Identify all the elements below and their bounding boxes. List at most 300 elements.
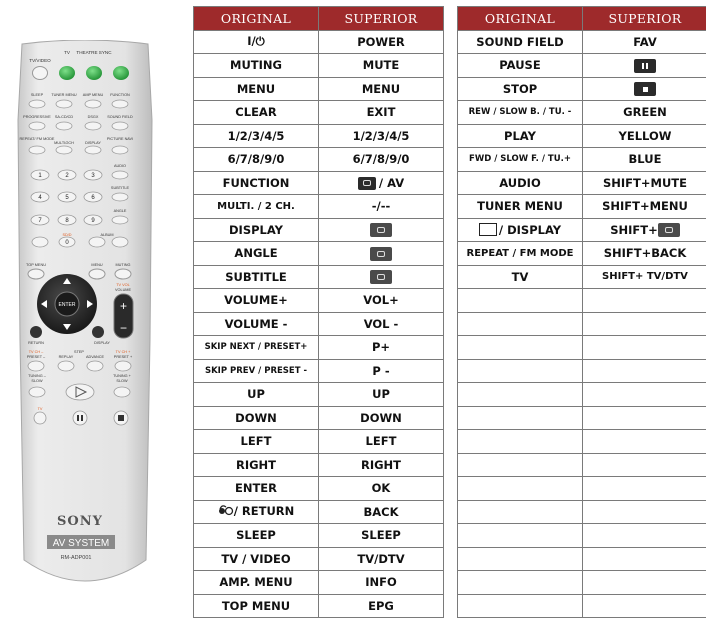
cell-original: [194, 406, 319, 430]
table-row: [458, 101, 706, 125]
table-header-row: [194, 7, 444, 31]
label-tv-ch-minus: TV CH –: [29, 350, 44, 354]
cell-superior: [319, 30, 444, 54]
cell-superior: [583, 171, 706, 195]
table-row: [458, 547, 706, 571]
cell-original: [194, 312, 319, 336]
next-button[interactable]: [115, 361, 131, 371]
cell-superior: [319, 289, 444, 313]
cell-original: [458, 289, 583, 313]
cell-text: ANGLE: [234, 246, 277, 260]
cell-superior: [319, 547, 444, 571]
screen-button-icon: [370, 270, 392, 284]
cell-superior: [583, 336, 706, 360]
label-tv-video: TV/VIDEO: [29, 58, 51, 63]
sleep-button[interactable]: [29, 100, 45, 108]
cell-superior: [583, 594, 706, 618]
cell-superior: [583, 124, 706, 148]
cell-original: [458, 171, 583, 195]
cell-original: [194, 359, 319, 383]
cell-text: AMP. MENU: [219, 575, 292, 589]
cell-text: AUDIO: [499, 176, 541, 190]
amp-menu-button[interactable]: [85, 100, 101, 108]
table-row: [194, 195, 444, 219]
cell-original: [458, 477, 583, 501]
cell-original: [194, 101, 319, 125]
table-row: [458, 289, 706, 313]
picture-navi-button[interactable]: [112, 146, 128, 154]
table-row: [458, 359, 706, 383]
cell-text: 1/2/3/4/5: [228, 129, 285, 143]
cell-text: SUBTITLE: [225, 270, 287, 284]
label-sleep: SLEEP: [31, 93, 44, 97]
cell-text: UP: [372, 387, 390, 401]
multi-button[interactable]: [56, 146, 72, 154]
table-row: [458, 524, 706, 548]
rew-button[interactable]: [29, 387, 45, 397]
cell-original: [194, 594, 319, 618]
table-row: [194, 265, 444, 289]
cell-superior: [583, 148, 706, 172]
cell-superior: [583, 54, 706, 78]
cell-original: [458, 265, 583, 289]
tuner-menu-button[interactable]: [56, 100, 72, 108]
cell-text: MENU: [362, 82, 400, 96]
volume-minus-label: −: [120, 321, 127, 335]
cell-superior: [319, 594, 444, 618]
left-mapping-table: [193, 6, 444, 618]
cell-text: LEFT: [366, 434, 397, 448]
return-button[interactable]: [30, 326, 42, 338]
system-label: AV SYSTEM: [53, 538, 110, 549]
cell-text: MUTE: [363, 58, 399, 72]
cell-original: [458, 312, 583, 336]
num-4-label: 4: [38, 195, 42, 201]
tv-video-button[interactable]: [33, 67, 48, 80]
cell-text: SHIFT+MUTE: [603, 176, 687, 190]
cell-text: GREEN: [623, 105, 667, 119]
table-row: [194, 383, 444, 407]
table-row: [194, 547, 444, 571]
stop-icon: [634, 82, 656, 96]
pause-icon: [77, 415, 79, 421]
cell-superior: [319, 265, 444, 289]
cell-text: EXIT: [367, 105, 396, 119]
cell-original: [194, 500, 319, 524]
tv-power-button[interactable]: [59, 66, 75, 80]
cell-original: [458, 218, 583, 242]
clear-button[interactable]: [32, 237, 48, 247]
cell-text: TV: [512, 270, 529, 284]
cell-original: [194, 124, 319, 148]
table-row: [458, 594, 706, 618]
cell-text: DISPLAY: [229, 223, 283, 237]
cell-superior: [583, 477, 706, 501]
cell-original: [194, 265, 319, 289]
subtitle-button[interactable]: [112, 193, 128, 201]
cell-text: SKIP PREV / PRESET -: [205, 366, 307, 376]
table-row: [458, 383, 706, 407]
cell-text: INFO: [365, 575, 397, 589]
cell-text: SHIFT+MENU: [602, 199, 688, 213]
table-row: [458, 453, 706, 477]
cell-text: REW / SLOW B. / TU. -: [469, 107, 572, 117]
cell-original: [194, 171, 319, 195]
cell-superior: [583, 77, 706, 101]
cell-original: [458, 594, 583, 618]
num-8-label: 8: [65, 218, 69, 224]
table-row: [194, 148, 444, 172]
label-audio: AUDIO: [114, 164, 126, 168]
label-progressive: PROGRESSIVE: [23, 115, 51, 119]
cell-text: 6/7/8/9/0: [228, 152, 285, 166]
play-button[interactable]: [66, 384, 94, 400]
menu-button[interactable]: [89, 269, 105, 279]
label-theatre-sync: THEATRE SYNC: [76, 50, 112, 55]
pause-button[interactable]: [73, 411, 87, 425]
cell-text: / AV: [379, 176, 404, 190]
cell-superior: [319, 453, 444, 477]
table-row: [458, 148, 706, 172]
cell-text: BLUE: [629, 152, 662, 166]
cell-original: [194, 453, 319, 477]
label-tv-bottom: TV: [38, 407, 43, 411]
cell-superior: [583, 547, 706, 571]
cell-superior: [583, 430, 706, 454]
cell-original: [194, 524, 319, 548]
sacd-button[interactable]: [56, 122, 72, 130]
cell-superior: [319, 336, 444, 360]
cell-text: / DISPLAY: [499, 223, 561, 237]
cell-superior: [319, 383, 444, 407]
label-tuner-menu: TUNER MENU: [51, 93, 77, 97]
table-row: [458, 171, 706, 195]
label-dsgx: DSGX: [88, 115, 99, 119]
cell-original: [194, 77, 319, 101]
screen-button-icon: [370, 247, 392, 261]
cell-superior: [319, 312, 444, 336]
cell-superior: [583, 218, 706, 242]
cell-text: PLAY: [504, 129, 536, 143]
table-row: [458, 218, 706, 242]
audio-button[interactable]: [112, 171, 128, 179]
cell-text: VOL -: [364, 317, 399, 331]
num-3-label: 3: [91, 173, 95, 179]
cell-original: [194, 383, 319, 407]
cell-superior: [583, 453, 706, 477]
label-slow-right: SLOW: [116, 379, 128, 383]
cell-superior: [583, 101, 706, 125]
cell-superior: [319, 524, 444, 548]
cell-text: PAUSE: [499, 58, 540, 72]
cell-superior: [319, 430, 444, 454]
display2-button[interactable]: [92, 326, 104, 338]
cell-original: [458, 359, 583, 383]
cell-text: RIGHT: [236, 458, 276, 472]
cell-original: [458, 571, 583, 595]
cell-original: [194, 218, 319, 242]
label-volume: VOLUME: [115, 288, 132, 292]
cell-original: [458, 54, 583, 78]
table-row: [194, 430, 444, 454]
label-tuning-plus: TUNING +: [113, 374, 132, 378]
display-icon: [479, 223, 497, 236]
cell-text: UP: [247, 387, 265, 401]
cell-original: [458, 453, 583, 477]
cell-original: [194, 30, 319, 54]
screen-button-icon: [370, 223, 392, 237]
label-tv-vol: TV VOL: [116, 283, 130, 287]
top-menu-button[interactable]: [28, 269, 44, 279]
dsgx-button[interactable]: [85, 122, 101, 130]
fwd-button[interactable]: [114, 387, 130, 397]
table-row: [458, 406, 706, 430]
cell-superior: [583, 524, 706, 548]
table-row: [194, 500, 444, 524]
table-row: [194, 336, 444, 360]
label-picture-navi: PICTURE NAVI: [107, 137, 133, 141]
cell-original: [194, 430, 319, 454]
cell-original: [194, 148, 319, 172]
label-menu: MENU: [91, 263, 102, 267]
num-9-label: 9: [91, 218, 95, 224]
cell-text: / RETURN: [234, 504, 295, 518]
cell-original: [458, 430, 583, 454]
label-replay: REPLAY: [59, 355, 74, 359]
cell-text: SOUND FIELD: [476, 35, 563, 49]
table-row: [194, 218, 444, 242]
cell-superior: [583, 312, 706, 336]
progressive-button[interactable]: [29, 122, 45, 130]
cell-original: [458, 500, 583, 524]
cell-original: [194, 54, 319, 78]
cell-text: FAV: [633, 35, 657, 49]
cell-text: MULTI. / 2 CH.: [217, 201, 295, 212]
cell-text: CLEAR: [235, 105, 276, 119]
table-row: [458, 571, 706, 595]
prev-button[interactable]: [28, 361, 44, 371]
brand-logo: SONY: [57, 514, 103, 529]
table-row: [194, 524, 444, 548]
function-button[interactable]: [112, 100, 128, 108]
label-muting: MUTING: [116, 263, 131, 267]
cell-text: 6/7/8/9/0: [353, 152, 410, 166]
label-display2: DISPLAY: [94, 341, 110, 345]
cell-text: VOL+: [363, 293, 398, 307]
cell-original: [194, 242, 319, 266]
header-superior: SUPERIOR: [319, 7, 444, 31]
label-repeat: REPEAT/ FM MODE: [20, 137, 55, 141]
cell-original: [194, 336, 319, 360]
cell-original: [458, 77, 583, 101]
theatre-sync-button[interactable]: [86, 66, 102, 80]
table-row: [194, 242, 444, 266]
table-row: [458, 477, 706, 501]
cell-superior: [583, 289, 706, 313]
cell-text: FWD / SLOW F. / TU.+: [469, 154, 571, 164]
cell-superior: [319, 218, 444, 242]
label-tv-ch-plus: TV CH +: [116, 350, 131, 354]
num-6-label: 6: [91, 195, 95, 201]
table-row: [194, 289, 444, 313]
num-7-label: 7: [38, 218, 42, 224]
sound-field-button[interactable]: [112, 122, 128, 130]
label-preset-plus: PRESET +: [114, 355, 133, 359]
cell-text: P+: [372, 340, 390, 354]
cell-text: OK: [372, 481, 391, 495]
label-return: RETURN: [28, 341, 44, 345]
cell-original: [458, 148, 583, 172]
screen-button-icon: [658, 223, 680, 237]
cell-superior: [583, 30, 706, 54]
cell-superior: [583, 359, 706, 383]
cell-text: TOP MENU: [222, 599, 290, 613]
cell-text: RIGHT: [361, 458, 401, 472]
display-button[interactable]: [85, 146, 101, 154]
cell-original: [194, 195, 319, 219]
tv-button[interactable]: [34, 412, 46, 424]
header-original: ORIGINAL: [194, 7, 319, 31]
cell-text: DOWN: [235, 411, 277, 425]
cell-text: SHIFT+BACK: [604, 246, 687, 260]
cell-original: [458, 524, 583, 548]
table-row: [194, 406, 444, 430]
label-slow-left: SLOW: [31, 379, 43, 383]
cell-original: [458, 406, 583, 430]
cell-text: SHIFT+ TV/DTV: [602, 271, 688, 282]
cell-superior: [583, 406, 706, 430]
enter-label: ENTER: [59, 302, 76, 308]
label-advance: ADVANCE: [86, 355, 105, 359]
muting-button[interactable]: [115, 269, 131, 279]
table-row: [194, 101, 444, 125]
pause-icon-bar: [81, 415, 83, 421]
cell-text: 1/2/3/4/5: [353, 129, 410, 143]
num-2-label: 2: [65, 173, 69, 179]
cell-text: FUNCTION: [223, 176, 290, 190]
table-row: [194, 571, 444, 595]
cell-superior: [319, 477, 444, 501]
table-row: [458, 336, 706, 360]
cell-text: VOLUME -: [225, 317, 288, 331]
repeat-button[interactable]: [29, 146, 45, 154]
cell-superior: [583, 500, 706, 524]
cell-original: [458, 101, 583, 125]
cell-text: DOWN: [360, 411, 402, 425]
table-row: [458, 54, 706, 78]
cell-text: BACK: [363, 505, 398, 519]
cell-text: SLEEP: [361, 528, 401, 542]
angle-button[interactable]: [112, 216, 128, 224]
label-multi: MULTI/2CH: [54, 141, 74, 145]
cell-text: MENU: [237, 82, 275, 96]
label-sd: SD/D: [62, 233, 71, 237]
album-minus-button[interactable]: [89, 237, 105, 247]
label-preset-minus: PRESET –: [27, 355, 46, 359]
table-row: [194, 312, 444, 336]
table-row: [194, 594, 444, 618]
cell-text: SKIP NEXT / PRESET+: [205, 342, 308, 352]
label-tuning-minus: TUNING –: [28, 374, 47, 378]
table-row: [194, 477, 444, 501]
cell-original: [458, 195, 583, 219]
label-tv-power: TV: [64, 50, 71, 55]
model-label: RM-ADP001: [61, 555, 92, 561]
cell-text: YELLOW: [619, 129, 672, 143]
cell-text: MUTING: [230, 58, 282, 72]
table-row: [458, 242, 706, 266]
table-row: [458, 77, 706, 101]
cell-original: [194, 571, 319, 595]
return-icon: [218, 504, 234, 519]
advance-button[interactable]: [87, 361, 103, 371]
pause-icon: [634, 59, 656, 73]
cell-original: [458, 547, 583, 571]
table-row: [458, 195, 706, 219]
cell-original: [194, 547, 319, 571]
cell-superior: [319, 195, 444, 219]
table-row: [194, 30, 444, 54]
num-5-label: 5: [65, 195, 69, 201]
replay-button[interactable]: [58, 361, 74, 371]
cell-superior: [583, 383, 706, 407]
cell-superior: [319, 571, 444, 595]
stop-icon: [118, 415, 124, 421]
table-row: [458, 30, 706, 54]
volume-plus-label: +: [120, 299, 127, 313]
cell-text: TV/DTV: [357, 552, 404, 566]
cell-original: [458, 383, 583, 407]
label-step: STEP: [74, 350, 84, 354]
cell-superior: [319, 406, 444, 430]
cell-text: LEFT: [241, 434, 272, 448]
label-subtitle: SUBTITLE: [111, 186, 130, 190]
cell-superior: [319, 242, 444, 266]
cell-superior: [319, 124, 444, 148]
cell-superior: [583, 195, 706, 219]
table-row: [194, 77, 444, 101]
cell-text: REPEAT / FM MODE: [467, 248, 574, 259]
cell-original: [458, 242, 583, 266]
cell-text: VOLUME+: [224, 293, 288, 307]
cell-text: -/--: [372, 199, 391, 213]
cell-text: TUNER MENU: [477, 199, 563, 213]
cell-text: ENTER: [235, 481, 277, 495]
header-superior: SUPERIOR: [583, 7, 706, 31]
cell-superior: [319, 101, 444, 125]
input-source-icon: [358, 177, 376, 190]
table-row: [194, 171, 444, 195]
label-display: DISPLAY: [85, 141, 101, 145]
cell-superior: [319, 359, 444, 383]
cell-original: [194, 477, 319, 501]
table-row: [194, 124, 444, 148]
cell-superior: [319, 500, 444, 524]
cell-superior: [583, 571, 706, 595]
cell-text: I/⏻: [247, 34, 265, 48]
album-plus-button[interactable]: [112, 237, 128, 247]
table-row: [194, 453, 444, 477]
label-sacd: SA-CD/CD: [55, 115, 74, 119]
cell-superior: [319, 148, 444, 172]
label-sound-field: SOUND FIELD: [107, 115, 133, 119]
label-amp-menu: AMP MENU: [83, 93, 104, 97]
cell-text: P -: [372, 364, 389, 378]
remote-control-image: [14, 40, 156, 598]
label-top-menu: TOP MENU: [26, 263, 46, 267]
cell-text: TV / VIDEO: [221, 552, 290, 566]
power-button[interactable]: [113, 66, 129, 80]
